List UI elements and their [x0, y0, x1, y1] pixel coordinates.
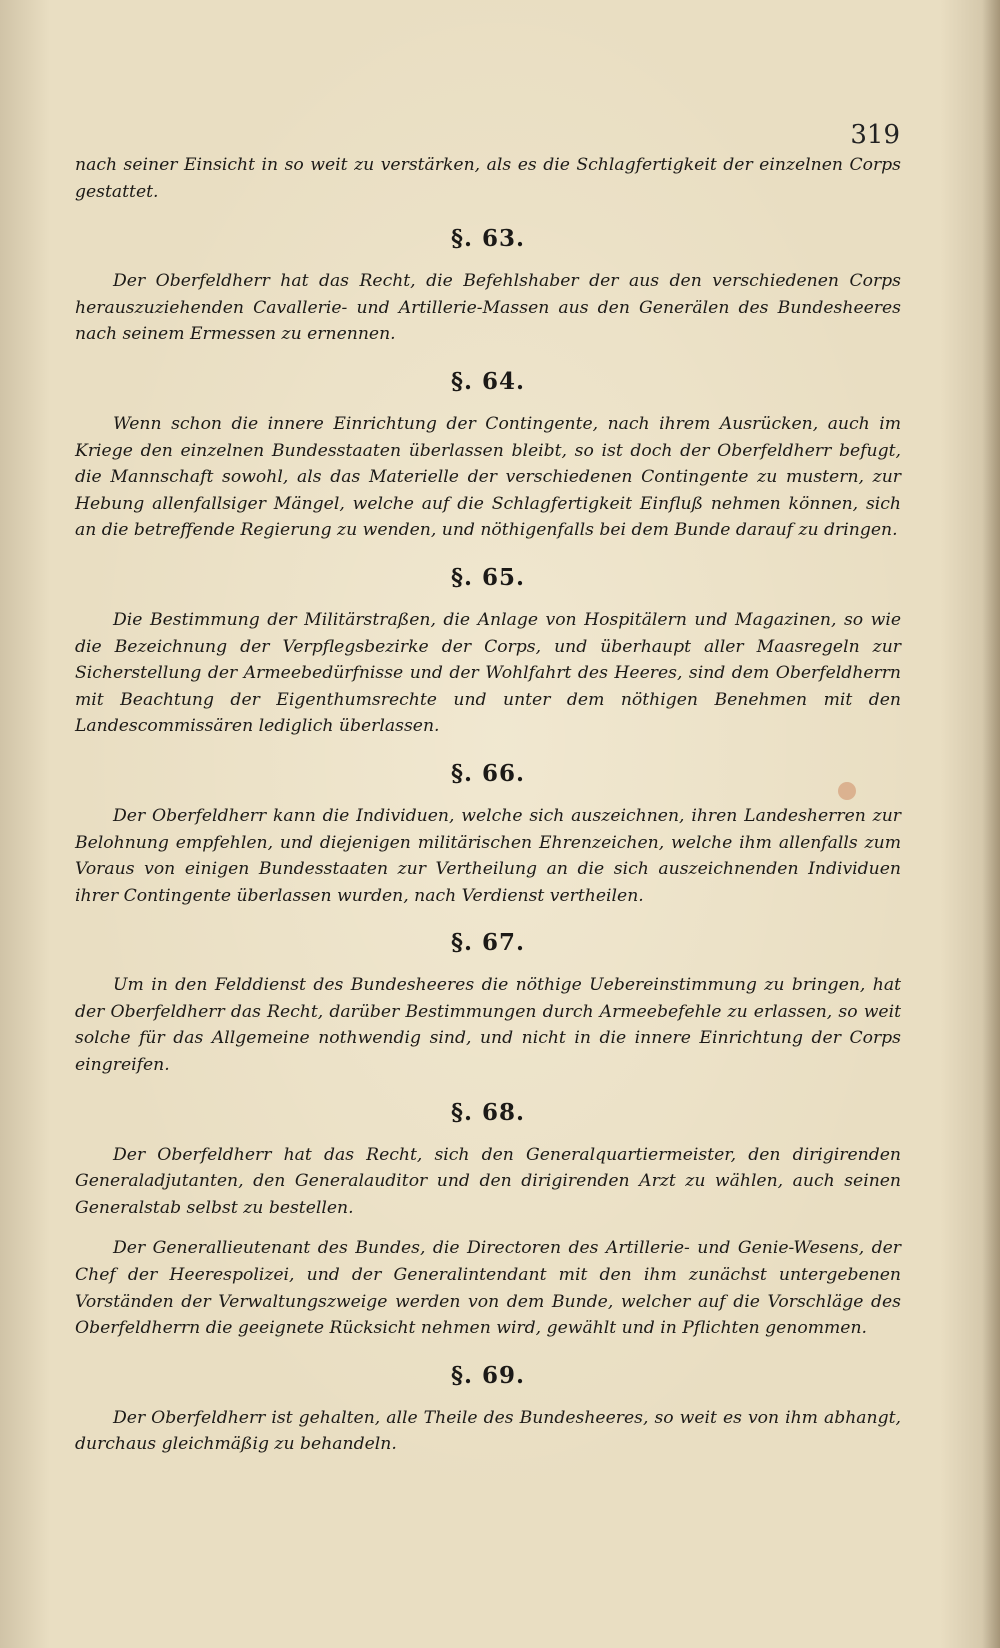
section-65-paragraph: Die Bestimmung der Militärstraßen, die Anlage von Hospitälern und Magazinen, so wie die Bezeichnung der Verpflegsbezirke der Corps, und überhaupt aller Maasregeln zur Sicherstellung der Armeebedürfnisse und der Wohlfahrt des Heeres, sind dem Oberfeldherrn mit Beachtung der Eigenthumsrechte und unter dem nöthigen Benehmen mit den Landescommissären lediglich überlassen. — [75, 609, 901, 737]
section-64-paragraph: Wenn schon die innere Einrichtung der Contingente, nach ihrem Ausrücken, auch im Kriege den einzelnen Bundesstaaten überlassen bleibt, so ist doch der Oberfeldherr befugt, die Mannschaft sowohl, als das Materielle der verschiedenen Contingente zu mustern, zur Hebung allenfallsiger Mängel, welche auf die Schlagfertigkeit Einfluß nehmen können, sich an die betreffende Regierung zu wenden, und nöthigenfalls bei dem Bunde darauf zu dringen. — [75, 413, 901, 541]
section-66-paragraph: Der Oberfeldherr kann die Individuen, welche sich auszeichnen, ihren Landesherren zur Belohnung empfehlen, und diejenigen militärischen Ehrenzeichen, welche ihm allenfalls zum Voraus von einigen Bundesstaaten zur Vertheilung an die sich auszeichnenden Individuen ihrer Contingente überlassen wurden, nach Verdienst vertheilen. — [75, 805, 901, 906]
page-number: 319 — [850, 120, 900, 150]
continuation-paragraph: nach seiner Einsicht in so weit zu verstärken, als es die Schlagfertigkeit der einzelnen Corps gestattet. — [75, 155, 901, 202]
section-heading-64: §. 64. — [450, 367, 526, 395]
section-63-paragraph: Der Oberfeldherr hat das Recht, die Befehlshaber der aus den verschiedenen Corps herauszuziehenden Cavallerie- und Artillerie-Massen aus den Generälen des Bundesheeres nach seinem Ermessen zu ernennen. — [75, 271, 901, 345]
page-content — [75, 152, 901, 1458]
section-heading-66: §. 66. — [450, 759, 526, 787]
section-69-paragraph: Der Oberfeldherr ist gehalten, alle Theile des Bundesheeres, so weit es von ihm abhangt, durchaus gleichmäßig zu behandeln. — [75, 1407, 901, 1455]
section-68-paragraph-1: Der Oberfeldherr hat das Recht, sich den Generalquartiermeister, den dirigirenden Generaladjutanten, den Generalauditor und den dirigirenden Arzt zu wählen, auch seinen Generalstab selbst zu bestellen. — [75, 1144, 901, 1218]
section-heading-63: §. 63. — [450, 225, 526, 253]
section-68-paragraph-2: Der Generallieutenant des Bundes, die Directoren des Artillerie- und Genie-Wesens, der Chef der Heerespolizei, und der Generalintendant mit den ihm zunächst untergebenen Vorständen der Verwaltungszweige werden von dem Bunde, welcher auf die Vorschläge des Oberfeldherrn die geeignete Rücksicht nehmen wird, gewählt und in Pflichten genommen. — [75, 1238, 901, 1339]
page-edge-shadow — [982, 0, 1000, 1648]
section-heading-68: §. 68. — [450, 1098, 526, 1126]
section-heading-69: §. 69. — [450, 1361, 526, 1389]
section-heading-67: §. 67. — [450, 929, 526, 957]
section-67-paragraph: Um in den Felddienst des Bundesheeres die nöthige Uebereinstimmung zu bringen, hat der Oberfeldherr das Recht, darüber Bestimmungen durch Armeebefehle zu erlassen, so weit solche für das Allgemeine nothwendig sind, und nicht in die innere Einrichtung der Corps eingreifen. — [75, 975, 901, 1076]
section-heading-65: §. 65. — [450, 563, 526, 591]
